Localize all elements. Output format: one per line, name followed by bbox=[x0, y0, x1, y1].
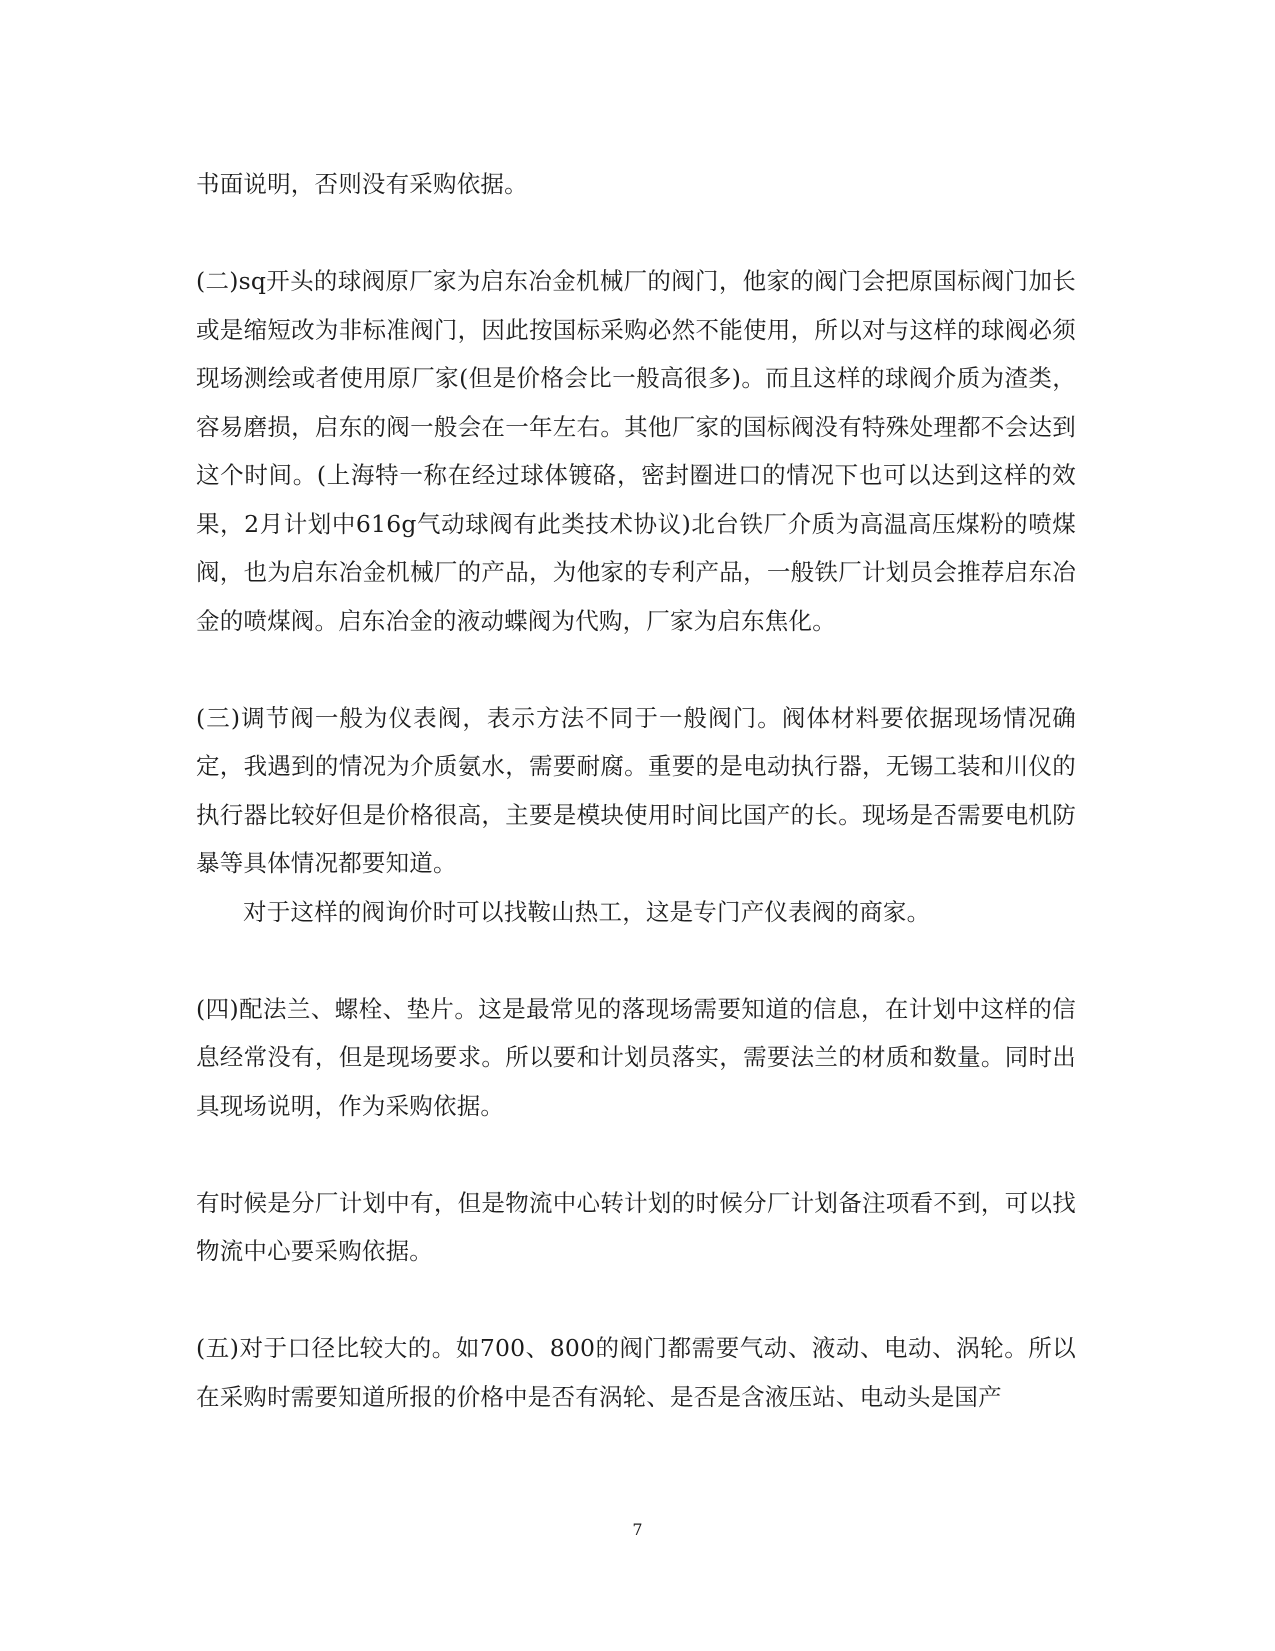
paragraph-spacer bbox=[196, 645, 1076, 694]
paragraph-section-two-ball-valves: (二)sq开头的球阀原厂家为启东冶金机械厂的阀门，他家的阀门会把原国标阀门加长或是缩短改为非标准阀门，因此按国标采购必然不能使用，所以对与这样的球阀必须现场测绘或者使用原厂家(但是价格会比一般高很多)。而且这样的球阀介质为渣类，容易磨损，启东的阀一般会在一年左右。其他厂家的国标阀没有特殊处理都不会达到这个时间。(上海特一称在经过球体镀硌，密封圈进口的情况下也可以达到这样的效果，2月计划中616g气动球阀有此类技术协议)北台铁厂介质为高温高压煤粉的喷煤阀，也为启东冶金机械厂的产品，为他家的专利产品，一般铁厂计划员会推荐启东冶金的喷煤阀。启东冶金的液动蝶阀为代购，厂家为启东焦化。 bbox=[196, 267, 1076, 635]
document-body bbox=[196, 160, 1076, 1421]
paragraph-inquiry-note: 对于这样的阀询价时可以找鞍山热工，这是专门产仪表阀的商家。 bbox=[243, 897, 931, 926]
paragraph-section-three-control-valves: (三)调节阀一般为仪表阀，表示方法不同于一般阀门。阀体材料要依据现场情况确定，我遇到的情况为介质氨水，需要耐腐。重要的是电动执行器，无锡工装和川仪的执行器比较好但是价格很高，主要是模块使用时间比国产的长。现场是否需要电机防暴等具体情况都要知道。 bbox=[196, 703, 1076, 877]
paragraph-section-five-large-diameter: (五)对于口径比较大的。如700、800的阀门都需要气动、液动、电动、涡轮。所以在采购时需要知道所报的价格中是否有涡轮、是否是含液压站、电动头是国产 bbox=[196, 1334, 1076, 1411]
paragraph-section-four-flanges: (四)配法兰、螺栓、垫片。这是最常见的落现场需要知道的信息，在计划中这样的信息经常没有，但是现场要求。所以要和计划员落实，需要法兰的材质和数量。同时出具现场说明，作为采购依据。 bbox=[196, 994, 1076, 1120]
paragraph-written-explanation: 书面说明，否则没有采购依据。 bbox=[196, 170, 528, 198]
paragraph-spacer bbox=[196, 1130, 1076, 1179]
page-number: 7 bbox=[632, 1520, 643, 1539]
paragraph-spacer bbox=[196, 209, 1076, 258]
paragraph-plan-remarks: 有时候是分厂计划中有，但是物流中心转计划的时候分厂计划备注项看不到，可以找物流中心要采购依据。 bbox=[196, 1188, 1076, 1265]
paragraph-spacer bbox=[196, 936, 1076, 985]
paragraph-spacer bbox=[196, 1276, 1076, 1325]
